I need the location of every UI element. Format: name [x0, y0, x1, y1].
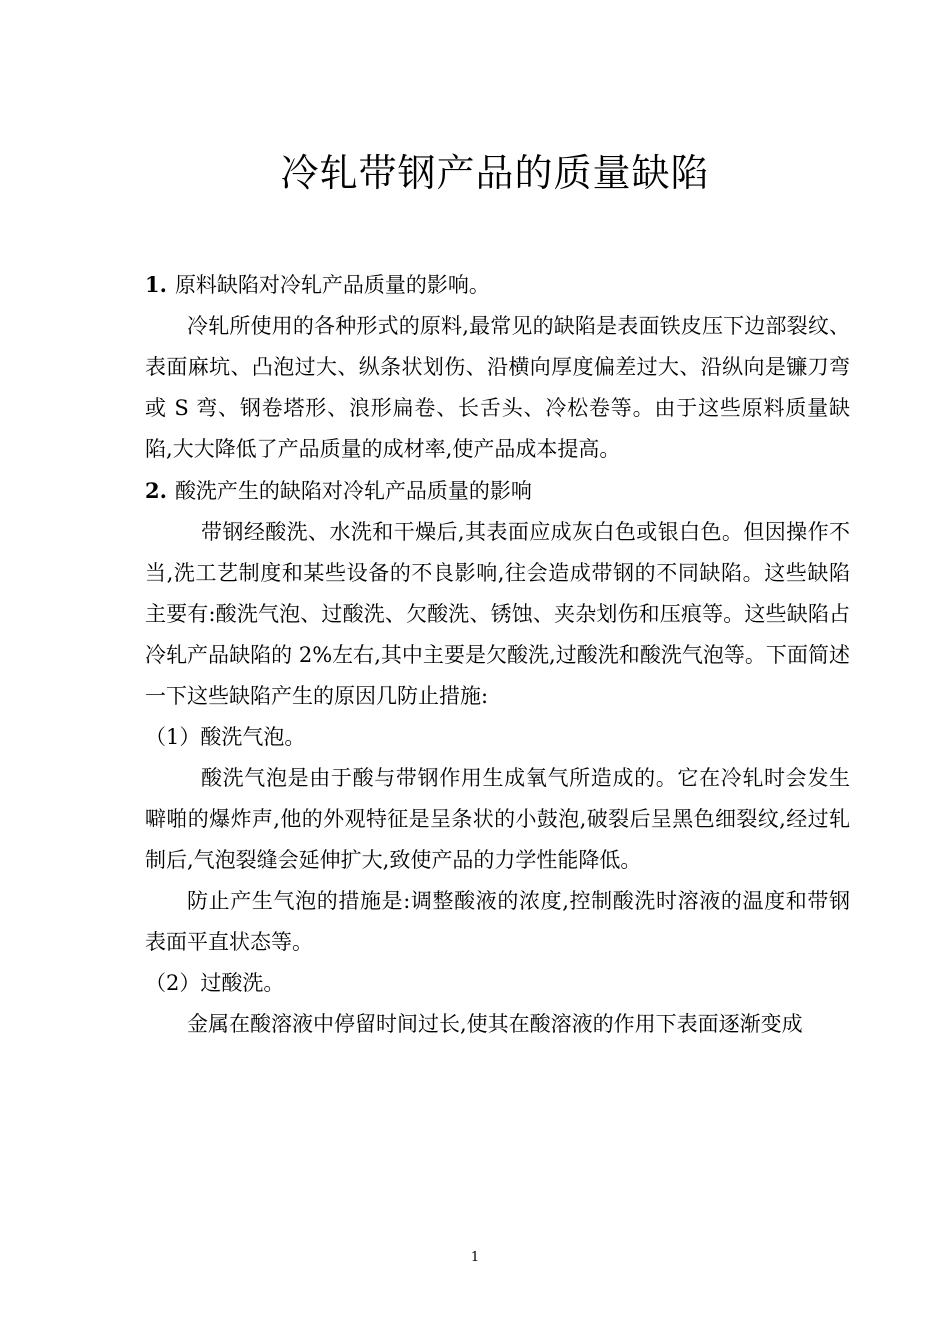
paragraph-bubble-prevention: 防止产生气泡的措施是:调整酸液的浓度,控制酸洗时溶液的温度和带钢表面平直状态等。	[145, 889, 850, 954]
paragraph-pickling-bubbles: 酸洗气泡是由于酸与带钢作用生成氧气所造成的。它在冷轧时会发生噼啪的爆炸声,他的外观特征是呈条状的小鼓泡,破裂后呈黑色细裂纹,经过轧制后,气泡裂缝会延伸扩大,致使产品的力学性能降低。	[145, 766, 850, 872]
document-body	[145, 264, 850, 1045]
subsection-heading-1: （1）酸洗气泡。	[145, 725, 306, 749]
paragraph-over-pickling: 金属在酸溶液中停留时间过长,使其在酸溶液的作用下表面逐渐变成	[187, 1012, 803, 1036]
paragraph-raw-material-defects: 冷轧所使用的各种形式的原料,最常见的缺陷是表面铁皮压下边部裂纹、表面麻坑、凸泡过大、纵条状划伤、沿横向厚度偏差过大、沿纵向是镰刀弯或 S 弯、钢卷塔形、浪形扁卷、长舌头、冷松卷等。由于这些原料质量缺陷,大大降低了产品质量的成材率,使产品成本提高。	[145, 314, 850, 461]
subsection-heading-2: （2）过酸洗。	[145, 971, 285, 995]
section-heading-1-text: 原料缺陷对冷轧产品质量的影响。	[174, 273, 490, 297]
section-number-1: 1.	[145, 272, 167, 297]
document-title: 冷轧带钢产品的质量缺陷	[280, 151, 710, 195]
section-number-2: 2.	[145, 478, 167, 503]
section-heading-2	[145, 470, 850, 512]
page-number: 1	[470, 1250, 480, 1265]
paragraph-pickling-defects: 带钢经酸洗、水洗和干燥后,其表面应成灰白色或银白色。但因操作不当,洗工艺制度和某些设备的不良影响,往会造成带钢的不同缺陷。这些缺陷主要有:酸洗气泡、过酸洗、欠酸洗、锈蚀、夹杂划伤和压痕等。这些缺陷占冷轧产品缺陷的 2%左右,其中主要是欠酸洗,过酸洗和酸洗气泡等。下面简述一下这些缺陷产生的原因几防止措施:	[145, 520, 850, 708]
section-heading-2-text: 酸洗产生的缺陷对冷轧产品质量的影响	[174, 479, 532, 503]
section-heading-1	[145, 264, 850, 306]
